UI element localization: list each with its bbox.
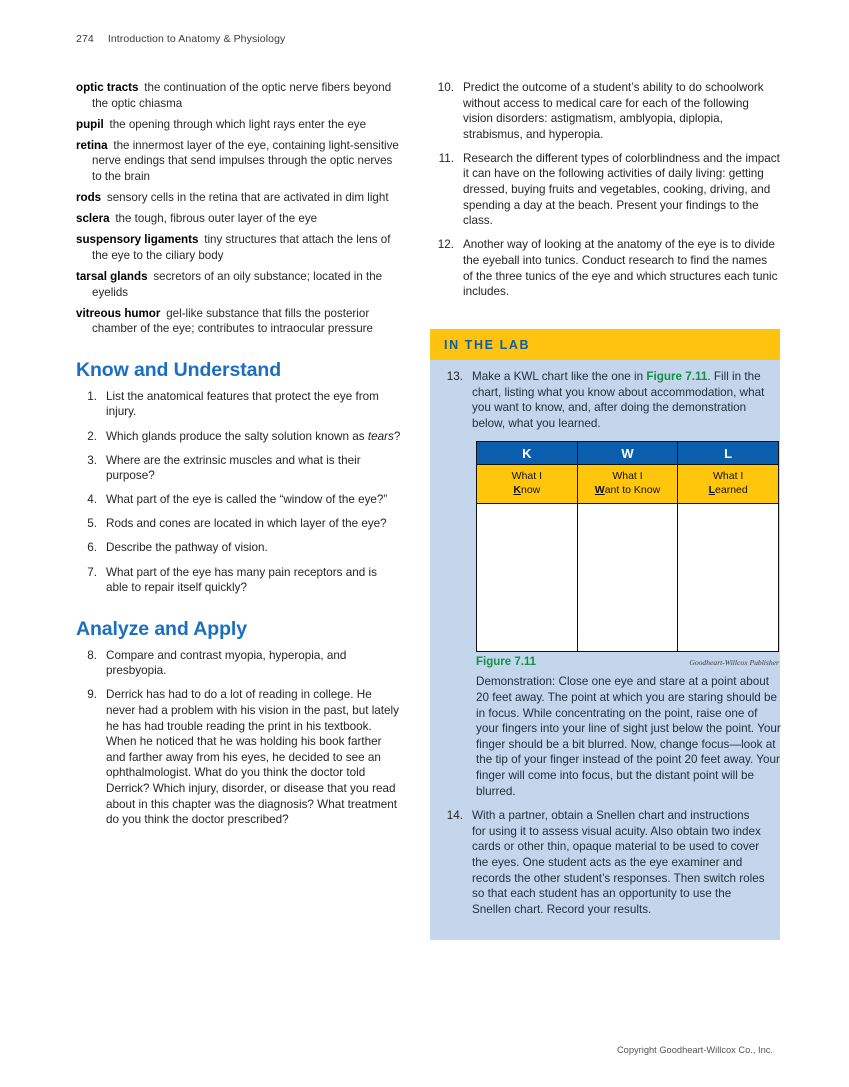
question-number: 9 . [76,687,97,703]
analyze-and-apply-list-right [430,80,780,300]
kwl-label-initial: K [513,483,521,496]
kwl-label-row [477,465,779,504]
footer-copyright: Copyright Goodheart-Willcox Co., Inc. [616,1045,773,1055]
kwl-letter-row [477,442,779,465]
question-item [444,808,766,917]
kwl-blank-cell[interactable] [678,504,779,652]
question-number: 6 . [76,540,97,556]
kwl-letter-cell: L [678,442,779,465]
question-text: Derrick has had to do a lot of reading in college. He never had a problem with his vision in the past, but lately he has had trouble reading the print in his textbook. When he noticed that he was holding his book farther and farther away from his eyes, he decided to see an ophthalmologist. What do you think the doctor told Derrick? Which injury, disorder, or disease that you read about in this chapter was the diagnosis? What treatment do you think the doctor prescribed? [106,688,399,827]
glossary-term: pupil [76,117,104,131]
question-number: 3 . [76,453,97,469]
glossary-term: suspensory ligaments [76,233,199,247]
kwl-label-line1: What I [712,470,744,483]
in-the-lab-panel [430,329,780,940]
kwl-letter-cell: K [477,442,578,465]
question-text: Rods and cones are located in which layer of the eye? [106,517,387,531]
kwl-label-rest: earned [715,483,748,496]
question-text: Research the different types of colorblindness and the impact it can have on the following activities of daily living: getting dressed, buying fruits and vegetables, cooking, driving, and spending a day at the beach. Present your findings to the class. [463,151,780,228]
glossary-definition: the innermost layer of the eye, containing light-sensitive nerve endings that send impulses through the optic nerves to the brain [92,138,399,183]
right-column [430,80,780,308]
glossary-term: optic tracts [76,81,139,94]
kwl-label-line1: What I [511,470,542,483]
question-item [76,429,401,445]
question-text: Describe the pathway of vision. [106,541,268,555]
glossary-entry [76,80,401,111]
kwl-label-line1: What I [612,470,643,483]
heading-know-and-understand: Know and Understand [76,358,282,381]
glossary-definition: secretors of an oily substance; located in the eyelids [92,269,383,299]
kwl-label-cell [477,465,578,504]
question-text: Make a KWL chart like the one in Figure 7.11. Fill in the chart, listing what you know about accommodation, what you want to know, and, after doing the demonstration below, what you learned. [472,370,765,430]
kwl-label-cell [678,465,779,504]
question-text: With a partner, obtain a Snellen chart and instructions for using it to assess visual acuity. Also obtain two index cards or other thin, opaque material to be used to cover the eyes. One student acts as the eye examiner and records the other student’s responses. Then switch roles so that each student has an opportunity to use the Snellen chart. Record your results. [472,809,765,916]
running-head [76,33,285,45]
kwl-label-rest: now [520,483,541,496]
figure-credit: Goodheart-Willcox Publisher [689,658,779,668]
glossary-definition: tiny structures that attach the lens of the eye to the ciliary body [92,233,391,262]
glossary-entry [76,190,401,206]
kwl-label-line2 [580,484,676,498]
glossary-entry [76,306,401,337]
heading-analyze-and-apply: Analyze and Apply [76,617,247,640]
question-number: 7 . [76,565,97,581]
kwl-letter-cell: W [577,442,678,465]
question-item [76,516,401,532]
question-text: Compare and contrast myopia, hyperopia, and presbyopia. [106,648,347,678]
question-text: Which glands produce the salty solution known as tears? [106,429,401,443]
analyze-and-apply-list-left [76,648,401,828]
glossary-definition: gel-like substance that fills the posterior chamber of the eye; contributes to intraocular pressure [92,306,373,336]
question-item [444,369,766,431]
question-text: List the anatomical features that protect the eye from injury. [106,389,379,419]
lab-item-13-list [444,369,766,431]
glossary-definition: sensory cells in the retina that are activated in dim light [101,191,389,205]
kwl-body [477,504,779,652]
question-number: 11 . [430,151,454,167]
kwl-label-initial: L [708,483,716,496]
question-number: 8 . [76,648,97,664]
question-item [76,492,401,508]
question-number: 10 . [430,80,454,96]
glossary-definition: the continuation of the optic nerve fibers beyond the optic chiasma [92,81,392,110]
question-number: 5 . [76,516,97,532]
question-item [430,151,780,229]
question-number: 1 . [76,389,97,405]
kwl-label-line2 [479,484,575,498]
kwl-label-cell [577,465,678,504]
question-item [76,453,401,484]
glossary-entry [76,211,401,227]
kwl-table [476,441,779,652]
question-item [430,237,780,299]
question-item [76,687,401,827]
kwl-chart-wrapper [476,441,779,652]
glossary-entry [76,269,401,300]
glossary-term: sclera [76,212,110,226]
demonstration-paragraph: Demonstration: Close one eye and stare at a point about 20 feet away. The point at which you are staring should be in focus. While concentrating on the point, raise one of your fingers into your line of sight just below the point. Your finger should be a bit blurred. Now, change focus—look at the tip of your finger instead of the point 20 feet away. Your finger will come into focus, but the distant point will be blurred. [476,675,781,798]
page-number: 274 [76,33,94,45]
question-item [430,80,780,142]
question-number: 12 . [430,237,454,253]
know-and-understand-list [76,389,401,596]
question-item [76,389,401,420]
question-text: What part of the eye is called the “window of the eye?” [106,493,388,507]
kwl-label-rest: ant to Know [604,483,661,496]
question-text: What part of the eye has many pain receptors and is able to repair itself quickly? [106,565,377,595]
question-number: 13 . [444,369,463,385]
glossary-term: vitreous humor [76,306,161,320]
question-text: Predict the outcome of a student’s ability to do schoolwork without access to medical care for each of the following vision disorders: astigmatism, amblyopia, diplopia, strabismus, and hyperopia. [463,81,764,141]
kwl-blank-cell[interactable] [477,504,578,652]
running-head-title: Introduction to Anatomy & Physiology [107,33,286,45]
glossary-list [76,80,401,337]
glossary-definition: the opening through which light rays enter the eye [103,117,367,131]
kwl-blank-cell[interactable] [577,504,678,652]
figure-caption-line [476,656,779,668]
glossary-entry [76,138,401,185]
kwl-label-line2 [680,484,776,498]
glossary-entry [76,232,401,263]
question-text: Where are the extrinsic muscles and what is their purpose? [106,453,361,483]
in-the-lab-title: IN THE LAB [444,337,531,352]
figure-label: Figure 7.11 [476,656,537,669]
glossary-term: retina [76,138,108,152]
in-the-lab-body [430,360,780,940]
question-item [76,648,401,679]
question-text: Another way of looking at the anatomy of the eye is to divide the eyeball into tunics. Conduct research to find the names of the three tunics of the eye and which structures each tunic includes. [463,238,778,299]
kwl-blank-row [477,504,779,652]
in-the-lab-header [430,329,780,360]
question-number: 4 . [76,492,97,508]
glossary-term: tarsal glands [76,269,148,283]
glossary-entry [76,117,401,133]
left-column [76,80,401,836]
question-number: 2 . [76,429,97,445]
glossary-term: rods [76,191,102,205]
question-number: 14 . [444,808,463,824]
kwl-label-initial: W [594,483,605,496]
glossary-definition: the tough, fibrous outer layer of the eye [109,212,318,226]
lab-item-14-list [444,808,766,917]
question-item [76,540,401,556]
question-item [76,565,401,596]
